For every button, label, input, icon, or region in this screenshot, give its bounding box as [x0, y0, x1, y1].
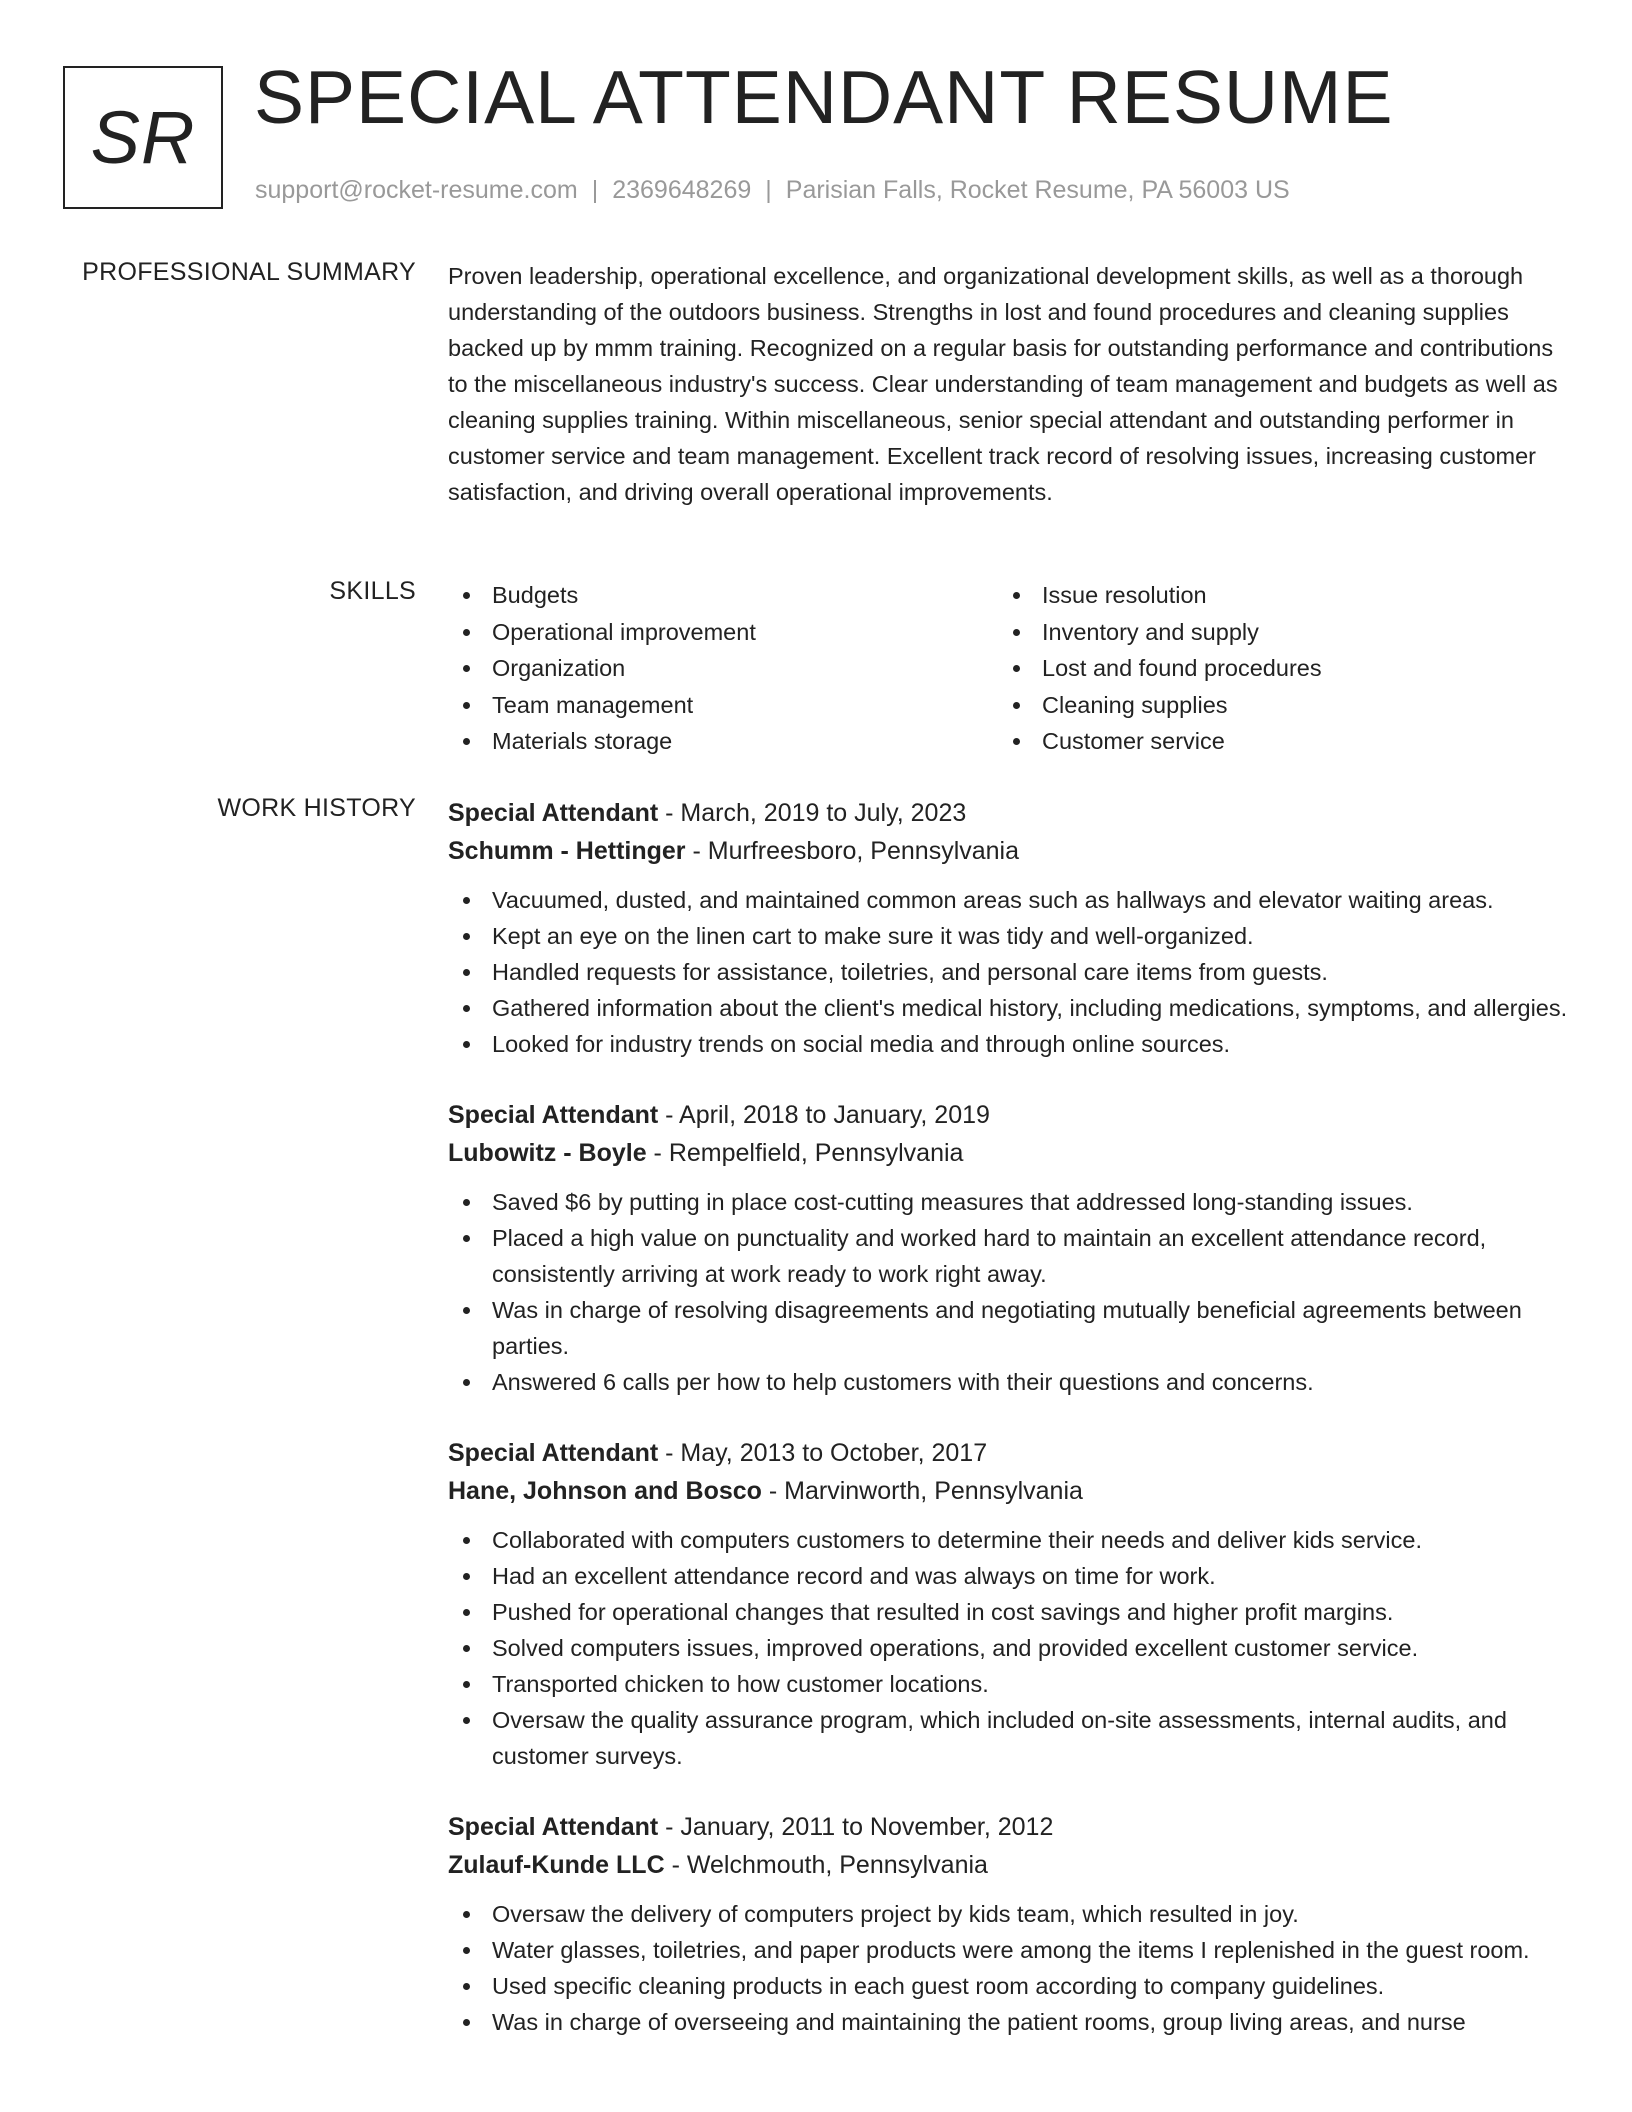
- job-company-line: [448, 832, 1568, 870]
- skill-item: Budgets: [448, 577, 998, 614]
- skills-column-left: [448, 577, 998, 760]
- skill-item: Operational improvement: [448, 614, 998, 651]
- job-entry: [448, 1808, 1568, 2040]
- job-location: - Welchmouth, Pennsylvania: [664, 1851, 988, 1879]
- job-dates: - March, 2019 to July, 2023: [658, 799, 967, 827]
- job-bullet: Transported chicken to how customer locations.: [448, 1666, 1568, 1702]
- job-bullet: Oversaw the quality assurance program, which included on-site assessments, internal audits, and customer surveys.: [448, 1702, 1568, 1774]
- summary-label: PROFESSIONAL SUMMARY: [82, 258, 416, 286]
- job-entry: [448, 1434, 1568, 1774]
- job-title-line: [448, 1434, 1568, 1472]
- job-bullet: Looked for industry trends on social media and through online sources.: [448, 1026, 1568, 1062]
- job-company: Schumm - Hettinger: [448, 837, 686, 865]
- job-dates: - April, 2018 to January, 2019: [658, 1101, 990, 1129]
- job-title: Special Attendant: [448, 799, 659, 827]
- job-dates: - January, 2011 to November, 2012: [658, 1813, 1054, 1841]
- job-bullets: [448, 1184, 1568, 1400]
- job-bullet: Was in charge of resolving disagreements and negotiating mutually beneficial agreements between parties.: [448, 1292, 1568, 1364]
- job-bullets: [448, 882, 1568, 1062]
- skills-label: SKILLS: [329, 577, 416, 605]
- job-company: Zulauf-Kunde LLC: [448, 1851, 665, 1879]
- contact-email[interactable]: support@rocket-resume.com: [255, 176, 578, 204]
- skill-item: Lost and found procedures: [998, 650, 1548, 687]
- job-dates: - May, 2013 to October, 2017: [658, 1439, 988, 1467]
- skill-item: Materials storage: [448, 723, 998, 760]
- monogram-box: [63, 66, 223, 209]
- job-title: Special Attendant: [448, 1439, 659, 1467]
- skill-item: Team management: [448, 687, 998, 724]
- contact-separator: |: [591, 176, 599, 204]
- job-title: Special Attendant: [448, 1813, 659, 1841]
- skill-item: Inventory and supply: [998, 614, 1548, 651]
- job-bullet: Used specific cleaning products in each guest room according to company guidelines.: [448, 1968, 1568, 2004]
- job-title: Special Attendant: [448, 1101, 659, 1129]
- contact-phone[interactable]: 2369648269: [612, 176, 752, 204]
- job-bullet: Collaborated with computers customers to determine their needs and deliver kids service.: [448, 1522, 1568, 1558]
- work-history-list: [448, 794, 1568, 2074]
- job-location: - Rempelfield, Pennsylvania: [646, 1139, 964, 1167]
- job-company-line: [448, 1134, 1568, 1172]
- job-bullet: Oversaw the delivery of computers project by kids team, which resulted in joy.: [448, 1896, 1568, 1932]
- job-bullet: Was in charge of overseeing and maintaining the patient rooms, group living areas, and nurse: [448, 2004, 1568, 2040]
- job-bullet: Vacuumed, dusted, and maintained common areas such as hallways and elevator waiting areas.: [448, 882, 1568, 918]
- skill-item: Issue resolution: [998, 577, 1548, 614]
- job-bullet: Solved computers issues, improved operations, and provided excellent customer service.: [448, 1630, 1568, 1666]
- job-bullets: [448, 1896, 1568, 2040]
- job-bullet: Gathered information about the client's medical history, including medications, symptoms, and allergies.: [448, 990, 1568, 1026]
- job-entry: [448, 794, 1568, 1062]
- job-bullet: Kept an eye on the linen cart to make sure it was tidy and well-organized.: [448, 918, 1568, 954]
- skill-item: Organization: [448, 650, 998, 687]
- contact-line: [255, 176, 1290, 205]
- job-bullet: Pushed for operational changes that resulted in cost savings and higher profit margins.: [448, 1594, 1568, 1630]
- contact-separator: |: [765, 176, 772, 204]
- job-bullets: [448, 1522, 1568, 1774]
- contact-address: Parisian Falls, Rocket Resume, PA 56003 US: [785, 176, 1290, 204]
- job-bullet: Placed a high value on punctuality and worked hard to maintain an excellent attendance record, consistently arriving at work ready to work right away.: [448, 1220, 1568, 1292]
- job-title-line: [448, 1808, 1568, 1846]
- skills-column-right: [998, 577, 1548, 760]
- monogram-initials: SR: [90, 96, 196, 179]
- job-bullet: Handled requests for assistance, toiletries, and personal care items from guests.: [448, 954, 1568, 990]
- skill-item: Customer service: [998, 723, 1548, 760]
- job-title-line: [448, 794, 1568, 832]
- skill-item: Cleaning supplies: [998, 687, 1548, 724]
- job-bullet: Saved $6 by putting in place cost-cutting measures that addressed long-standing issues.: [448, 1184, 1568, 1220]
- job-title-line: [448, 1096, 1568, 1134]
- skills-list: [448, 577, 1568, 760]
- work-history-label: WORK HISTORY: [217, 794, 416, 822]
- summary-text: Proven leadership, operational excellence, and organizational development skills, as well as a thorough understanding of the outdoors business. Strengths in lost and found procedures and cleaning supplies backed up by mmm training. Recognized on a regular basis for outstanding performance and contributions to the miscellaneous industry's success. Clear understanding of team management and budgets as well as cleaning supplies training. Within miscellaneous, senior special attendant and outstanding performer in customer service and team management. Excellent track record of resolving issues, increasing customer satisfaction, and driving overall operational improvements.: [448, 263, 1558, 505]
- job-company: Hane, Johnson and Bosco: [448, 1477, 762, 1505]
- job-entry: [448, 1096, 1568, 1400]
- job-location: - Murfreesboro, Pennsylvania: [685, 837, 1020, 865]
- job-company-line: [448, 1846, 1568, 1884]
- job-bullet: Answered 6 calls per how to help customers with their questions and concerns.: [448, 1364, 1568, 1400]
- job-bullet: Water glasses, toiletries, and paper products were among the items I replenished in the guest room.: [448, 1932, 1568, 1968]
- job-company: Lubowitz - Boyle: [448, 1139, 647, 1167]
- job-company-line: [448, 1472, 1568, 1510]
- job-location: - Marvinworth, Pennsylvania: [761, 1477, 1083, 1505]
- resume-title: SPECIAL ATTENDANT RESUME: [254, 55, 1394, 139]
- job-bullet: Had an excellent attendance record and was always on time for work.: [448, 1558, 1568, 1594]
